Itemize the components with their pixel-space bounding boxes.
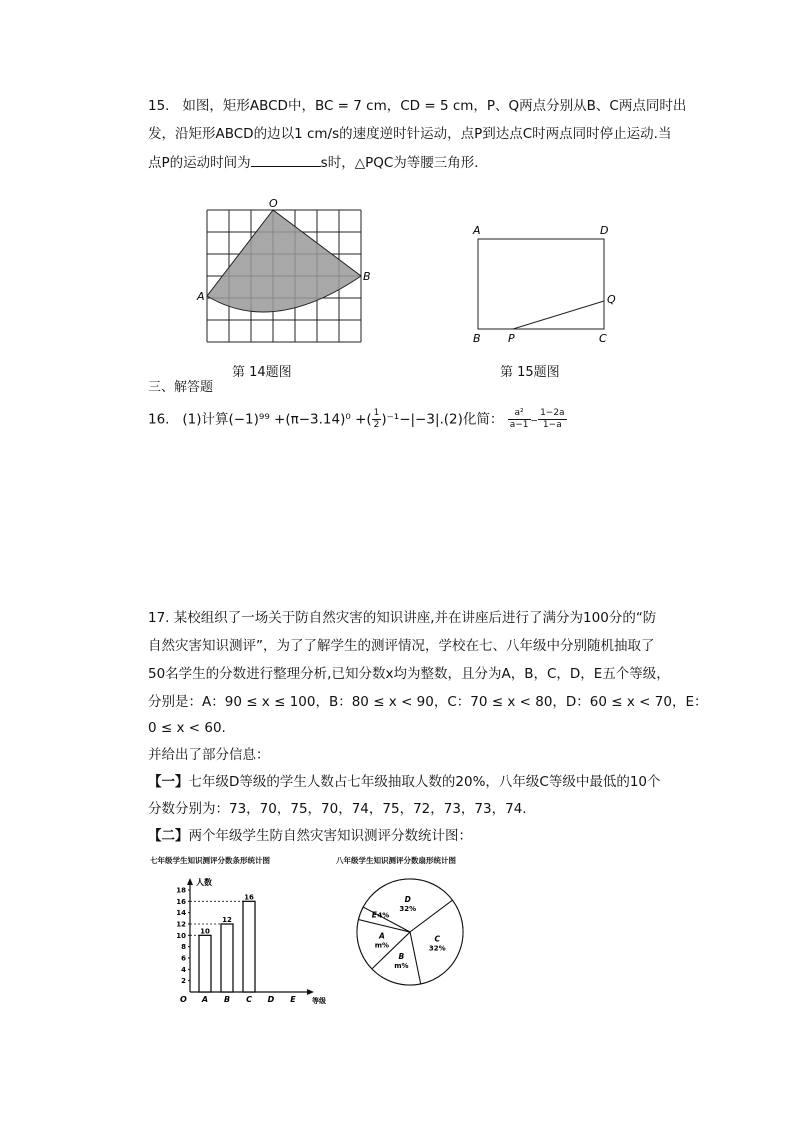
- pie-value-D: 32%: [399, 904, 417, 913]
- q17-line2: 自然灾害知识测评”，为了了解学生的测评情况，学校在七、八年级中分别随机抽取了: [148, 638, 655, 654]
- label-A: A: [197, 290, 205, 303]
- q17-line1: 17. 某校组织了一场关于防自然灾害的知识讲座,并在讲座后进行了满分为100分的“防: [148, 610, 657, 626]
- pie-chart: [350, 872, 470, 992]
- x-axis-arrow: [307, 989, 314, 995]
- y-tick-label: 8: [181, 943, 186, 952]
- bar-chart: [160, 868, 360, 1008]
- q15-number: 15.: [148, 98, 170, 114]
- section-heading: 三、解答题: [148, 380, 214, 395]
- pie-chart-title: 八年级学生知识测评分数扇形统计图: [336, 856, 456, 865]
- x-tick-label-B: B: [223, 995, 231, 1004]
- info1-text: 七年级D等级的学生人数占七年级抽取人数的20%，八年级C等级中最低的10个: [188, 774, 661, 790]
- label-Q: Q: [607, 293, 616, 306]
- bar-value-label-B: 12: [222, 916, 232, 924]
- label-O: O: [269, 197, 278, 210]
- y-axis-arrow: [187, 878, 193, 885]
- q16-number: 16.: [148, 411, 170, 428]
- q16-part1-end: )⁻¹−|−3|.(2)化简：: [381, 411, 504, 428]
- y-tick-label: 4: [181, 965, 186, 974]
- q17-info2: [148, 826, 472, 846]
- y-tick-label: 18: [176, 886, 186, 895]
- x-axis-label: 等级: [312, 997, 326, 1005]
- info2-tag: 【二】: [148, 828, 189, 844]
- segment-pq: [513, 301, 604, 329]
- y-tick-label: 10: [176, 931, 186, 940]
- origin-label: O: [180, 995, 187, 1004]
- bar-B: [221, 924, 233, 992]
- pie-value-C: 32%: [428, 944, 446, 953]
- q17-line5: 0 ≤ x < 60.: [148, 720, 226, 736]
- pie-label-E: E: [371, 910, 377, 920]
- q17-line6: 并给出了部分信息：: [148, 747, 270, 763]
- y-tick-label: 14: [176, 909, 186, 918]
- q15-line1: [148, 96, 686, 116]
- q15-line2: 发，沿矩形ABCD的边以1 cm/s的速度逆时针运动，点P到达点C时两点同时停止运动.当: [148, 126, 672, 142]
- x-tick-label-E: E: [290, 995, 296, 1004]
- q15-text-3b: s时，△PQC为等腰三角形．: [320, 155, 488, 171]
- bar-value-label-A: 10: [200, 927, 210, 936]
- info2-text: 两个年级学生防自然灾害知识测评分数统计图：: [188, 828, 472, 844]
- y-tick-label: 6: [181, 954, 186, 963]
- pie-label-B: B: [398, 951, 405, 961]
- pie-label-A: A: [378, 931, 385, 941]
- info1-tag: 【一】: [148, 774, 189, 790]
- figure-14: [195, 196, 375, 346]
- label-P: P: [508, 332, 515, 345]
- y-tick-label: 2: [181, 977, 186, 986]
- y-tick-label: 16: [176, 897, 186, 906]
- bar-chart-title: 七年级学生知识测评分数条形统计图: [150, 856, 270, 865]
- figure-15: [470, 222, 620, 348]
- q15-line3: [148, 152, 488, 173]
- fraction-half: $\frac{1}{2}$: [373, 408, 380, 430]
- pie-value-E: 4%: [377, 911, 390, 920]
- q16-line: [148, 408, 567, 432]
- q15-text-1: 如图，矩形ABCD中，BC = 7 cm，CD = 5 cm，P、Q两点分别从B、C两点同时出: [182, 98, 687, 114]
- fig15-caption: 第 15题图: [500, 365, 560, 380]
- q17-info1b: 分数分别为：73，70，75，70，74，75，72，73，73，74.: [148, 801, 527, 817]
- label-C: C: [599, 332, 607, 345]
- fraction-1-2a: $\frac{1-2a}{1-a}$: [540, 408, 565, 430]
- bar-A: [199, 935, 211, 992]
- label-B: B: [363, 270, 371, 283]
- pie-label-D: D: [404, 894, 411, 904]
- q17-line4: 分别是：A：90 ≤ x ≤ 100，B：80 ≤ x < 90，C：70 ≤ x < 80，D：60 ≤ x < 70，E：: [148, 694, 708, 710]
- bar-C: [243, 901, 255, 992]
- q17-line3: 50名学生的分数进行整理分析,已知分数x均为整数，且分为A，B，C，D，E五个等级，: [148, 666, 670, 682]
- pie-value-A: m%: [374, 941, 390, 950]
- y-tick-label: 12: [176, 920, 186, 929]
- fig14-caption: 第 14题图: [232, 365, 292, 380]
- x-tick-label-D: D: [267, 995, 275, 1004]
- bar-value-label-C: 16: [244, 893, 254, 902]
- figure-14-sector: [207, 210, 361, 312]
- x-tick-label-A: A: [201, 995, 209, 1004]
- q17-info1: [148, 772, 661, 792]
- x-tick-label-C: C: [246, 995, 252, 1004]
- answer-blank[interactable]: [251, 152, 321, 167]
- fraction-a2: $\frac{\text{a²}}{a-1}$: [509, 408, 529, 430]
- label-A: A: [473, 224, 481, 237]
- label-D: D: [600, 224, 609, 237]
- minus-sign: −: [530, 416, 539, 427]
- y-axis-label: 人数: [196, 878, 212, 887]
- rectangle-abcd: [478, 239, 604, 329]
- q16-part1: (1)计算(−1)⁹⁹ +(π−3.14)⁰ +(: [182, 411, 372, 428]
- q15-text-3a: 点P的运动时间为: [148, 155, 251, 171]
- label-B: B: [473, 332, 481, 345]
- pie-label-C: C: [434, 934, 441, 944]
- pie-value-B: m%: [394, 961, 409, 970]
